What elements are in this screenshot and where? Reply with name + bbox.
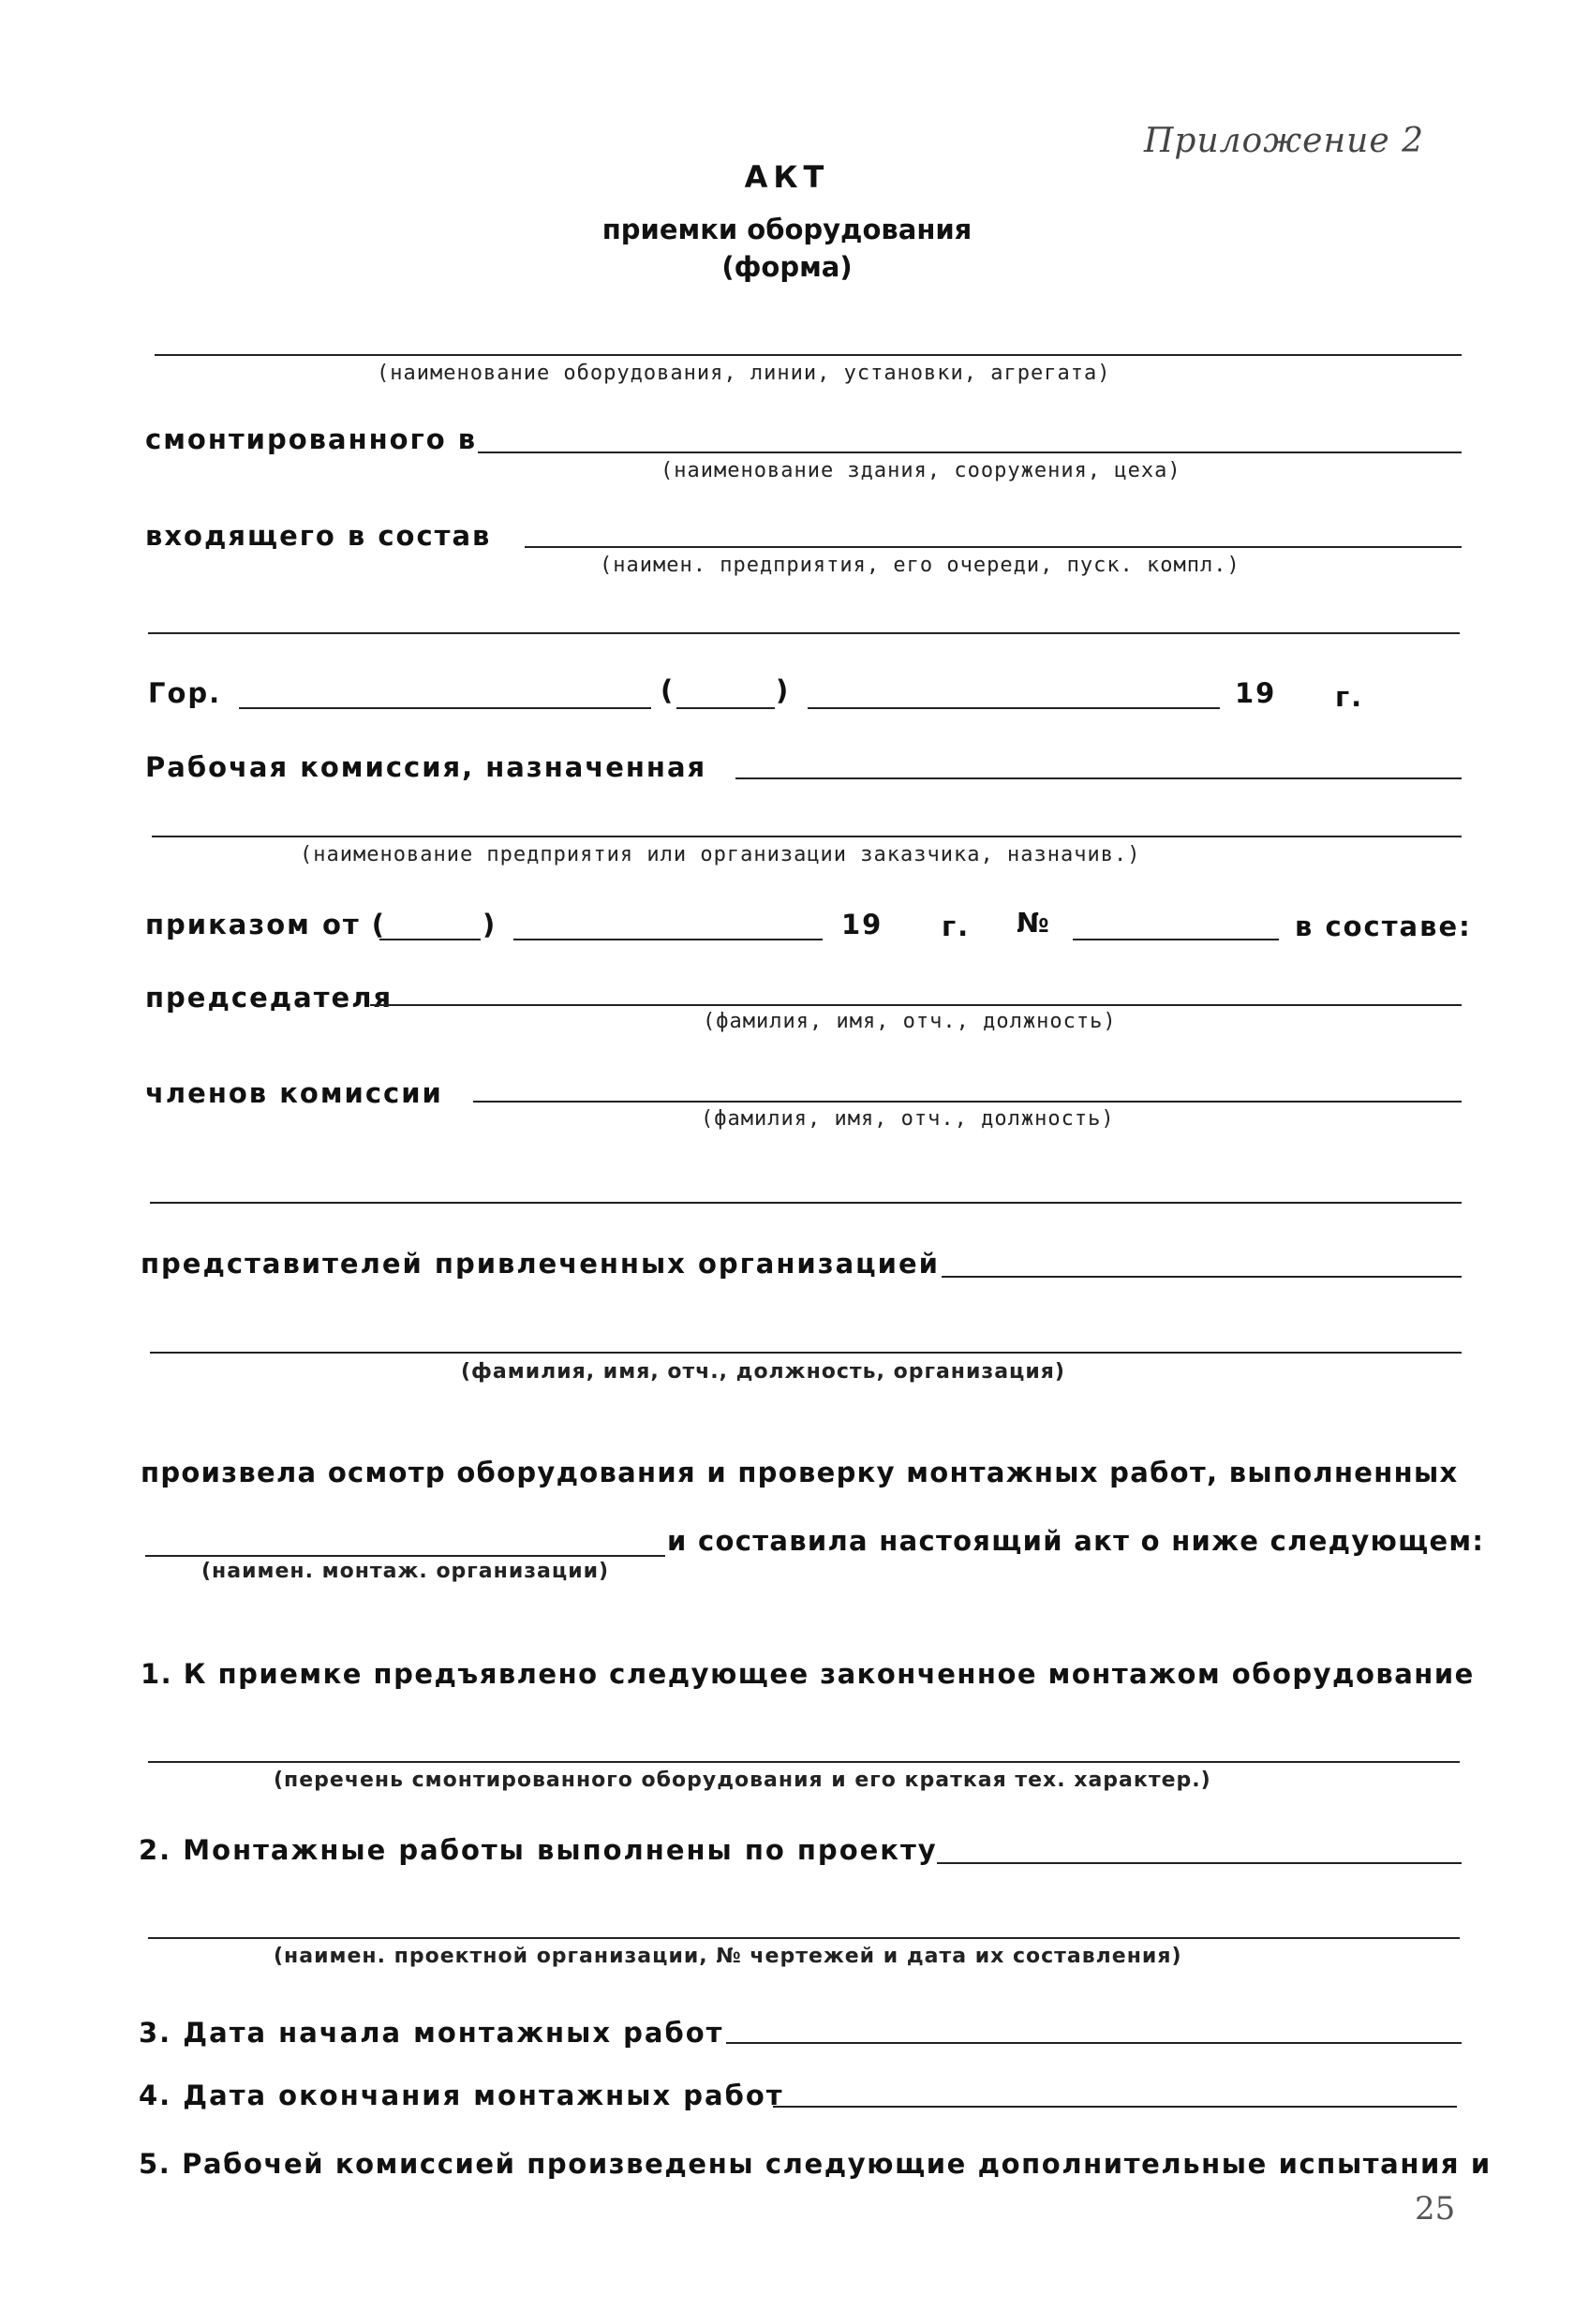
city-close-paren: ) bbox=[776, 674, 791, 706]
city-date-line[interactable] bbox=[808, 707, 1220, 709]
members-label: членов комиссии bbox=[145, 1077, 443, 1109]
equipment-caption: (наименование оборудования, линии, установки, агрегата) bbox=[377, 362, 1111, 385]
item-2: 2. Монтажные работы выполнены по проекту bbox=[139, 1834, 938, 1866]
equipment-name-line[interactable] bbox=[155, 354, 1462, 356]
members-extra-line[interactable] bbox=[150, 1202, 1462, 1204]
part-of-line[interactable] bbox=[525, 546, 1462, 548]
item-4: 4. Дата окончания монтажных работ bbox=[139, 2080, 784, 2111]
city-day-line[interactable] bbox=[676, 707, 775, 709]
city-open-paren: ( bbox=[661, 674, 676, 706]
order-date-line[interactable] bbox=[513, 939, 823, 940]
mounted-in-line[interactable] bbox=[478, 451, 1462, 453]
order-year: 19 bbox=[841, 909, 884, 940]
item-2-caption: (наимен. проектной организации, № чертежей и дата их составления) bbox=[274, 1945, 1182, 1968]
chairman-label: председателя bbox=[145, 982, 394, 1014]
item-2-line[interactable] bbox=[937, 1862, 1462, 1864]
city-line[interactable] bbox=[239, 707, 651, 709]
inspection-text: произвела осмотр оборудования и проверку монтажных работ, выполненных bbox=[141, 1457, 1459, 1488]
appendix-label: Приложение 2 bbox=[1144, 122, 1424, 160]
part-of-label: входящего в состав bbox=[145, 520, 492, 552]
mounting-org-caption: (наимен. монтаж. организации) bbox=[201, 1560, 610, 1583]
order-label: приказом от ( bbox=[145, 909, 387, 940]
city-year-suffix: г. bbox=[1335, 681, 1364, 713]
order-day-line[interactable] bbox=[379, 939, 481, 940]
mounted-in-label: смонтированного в bbox=[145, 423, 478, 455]
order-number-sign: № bbox=[1017, 907, 1051, 939]
chairman-line[interactable] bbox=[370, 1004, 1462, 1006]
order-number-line[interactable] bbox=[1073, 939, 1279, 940]
city-label: Гор. bbox=[148, 677, 222, 709]
act-text: и составила настоящий акт о ниже следующем: bbox=[667, 1525, 1485, 1557]
item-1: 1. К приемке предъявлено следующее законченное монтажом оборудование bbox=[141, 1658, 1475, 1690]
item-4-line[interactable] bbox=[773, 2106, 1457, 2108]
commission-line[interactable] bbox=[735, 777, 1462, 779]
item-5: 5. Рабочей комиссией произведены следующие дополнительные испытания и bbox=[139, 2148, 1492, 2180]
members-line[interactable] bbox=[473, 1101, 1462, 1103]
commission-label: Рабочая комиссия, назначенная bbox=[145, 751, 707, 783]
members-caption: (фамилия, имя, отч., должность) bbox=[701, 1107, 1115, 1131]
page-number: 25 bbox=[1415, 2190, 1456, 2228]
mounting-org-line[interactable] bbox=[145, 1555, 665, 1557]
mounted-in-caption: (наименование здания, сооружения, цеха) bbox=[661, 459, 1181, 482]
item-2-extra-line[interactable] bbox=[148, 1937, 1460, 1939]
reps-extra-line[interactable] bbox=[150, 1352, 1462, 1354]
order-composition: в составе: bbox=[1295, 910, 1472, 942]
act-subtitle: приемки оборудования bbox=[601, 214, 973, 245]
order-year-suffix: г. bbox=[942, 910, 971, 942]
chairman-caption: (фамилия, имя, отч., должность) bbox=[703, 1010, 1117, 1033]
commission-caption: (наименование предприятия или организации заказчика, назначив.) bbox=[300, 843, 1141, 866]
item-1-caption: (перечень смонтированного оборудования и его краткая тех. характер.) bbox=[274, 1769, 1211, 1792]
part-of-extra-line[interactable] bbox=[148, 632, 1460, 634]
form-note: (форма) bbox=[721, 251, 853, 283]
reps-caption: (фамилия, имя, отч., должность, организация) bbox=[461, 1360, 1065, 1384]
item-1-line[interactable] bbox=[148, 1761, 1460, 1763]
city-year: 19 bbox=[1235, 677, 1277, 709]
part-of-caption: (наимен. предприятия, его очереди, пуск. компл.) bbox=[600, 554, 1240, 577]
act-title: АКТ bbox=[744, 159, 830, 195]
item-3: 3. Дата начала монтажных работ bbox=[139, 2017, 724, 2049]
reps-label: представителей привлеченных организацией bbox=[141, 1248, 940, 1280]
item-3-line[interactable] bbox=[726, 2042, 1462, 2044]
commission-org-line[interactable] bbox=[152, 836, 1462, 837]
order-close-paren: ) bbox=[483, 909, 497, 940]
reps-line[interactable] bbox=[942, 1276, 1462, 1278]
